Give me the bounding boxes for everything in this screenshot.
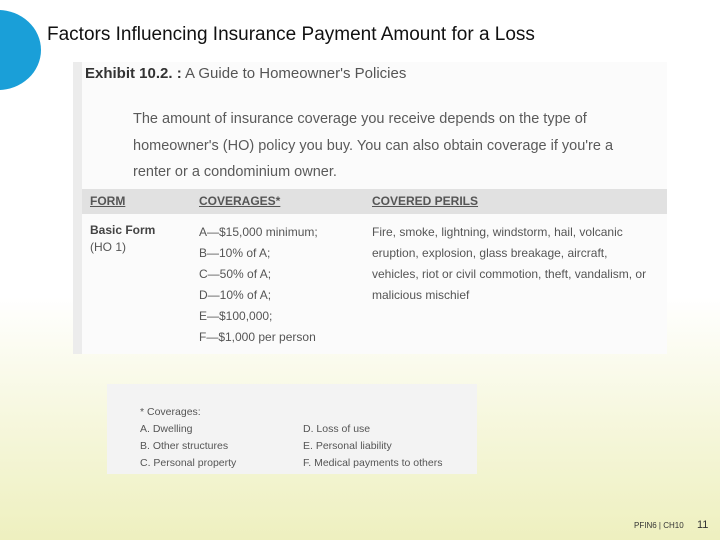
legend-item: D. Loss of use — [303, 423, 371, 435]
peril-line: malicious mischief — [372, 288, 470, 302]
coverage-item: D—10% of A; — [199, 288, 272, 302]
exhibit-content — [82, 62, 667, 354]
page-number: 11 — [697, 519, 709, 531]
header-form: FORM — [90, 194, 126, 208]
coverages-cell — [199, 222, 318, 348]
perils-cell — [372, 222, 667, 306]
intro-line: The amount of insurance coverage you receive depends on the type of — [133, 111, 587, 127]
legend-heading: * Coverages: — [140, 406, 201, 418]
legend-col-1 — [140, 404, 236, 472]
peril-line: eruption, explosion, glass breakage, aircraft, — [372, 246, 608, 260]
accent-circle — [0, 10, 41, 90]
form-cell — [90, 222, 155, 256]
legend-item: F. Medical payments to others — [303, 457, 443, 469]
exhibit-label: Exhibit 10.2. : — [85, 65, 182, 82]
coverage-item: E—$100,000; — [199, 309, 273, 323]
header-coverages: COVERAGES* — [199, 194, 281, 208]
exhibit-panel — [73, 62, 667, 354]
coverage-item: A—$15,000 minimum; — [199, 225, 318, 239]
peril-line: vehicles, riot or civil commotion, theft, vandalism, or — [372, 267, 647, 281]
exhibit-intro — [133, 106, 658, 186]
slide-title: Factors Influencing Insurance Payment Amount for a Loss — [47, 24, 535, 45]
intro-line: homeowner's (HO) policy you buy. You can also obtain coverage if you're a — [133, 137, 614, 154]
exhibit-heading — [85, 65, 406, 82]
coverages-legend — [107, 384, 477, 474]
coverage-item: F—$1,000 per person — [199, 330, 316, 344]
table-header — [82, 189, 667, 214]
legend-col-2 — [303, 421, 442, 472]
peril-line: Fire, smoke, lightning, windstorm, hail, volcanic — [372, 225, 623, 239]
header-covered-perils: COVERED PERILS — [372, 194, 479, 208]
legend-item: B. Other structures — [140, 440, 229, 452]
legend-item: A. Dwelling — [140, 423, 193, 435]
footer-tag: PFIN6 | CH10 — [634, 521, 684, 530]
form-code: (HO 1) — [90, 240, 126, 254]
coverage-item: C—50% of A; — [199, 267, 272, 281]
exhibit-title: A Guide to Homeowner's Policies — [181, 65, 407, 82]
form-name: Basic Form — [90, 223, 156, 237]
intro-line: renter or a condominium owner. — [133, 164, 337, 180]
legend-item: C. Personal property — [140, 457, 237, 469]
coverage-item: B—10% of A; — [199, 246, 271, 260]
legend-item: E. Personal liability — [303, 440, 392, 452]
